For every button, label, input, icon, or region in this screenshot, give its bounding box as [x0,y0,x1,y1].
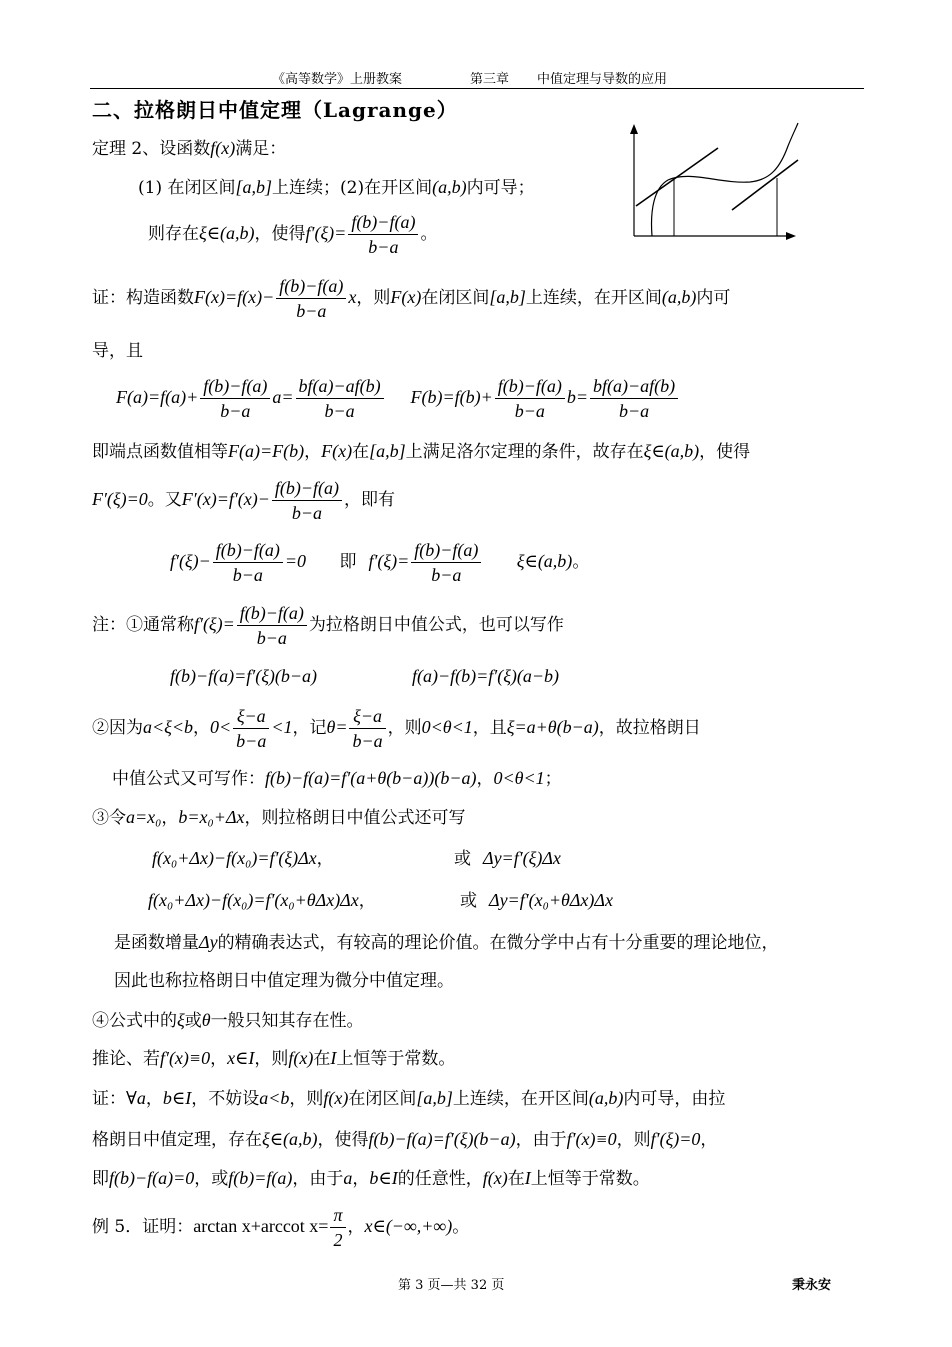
text: ②因为 [92,718,143,738]
text: ，由于 [515,1130,567,1150]
math: f(x₀+Δx)−f(x₀)=f′(x₀+θΔx)Δx [148,890,359,910]
fraction [233,706,269,751]
theorem-intro-prefix: 定理 2、设函数 [92,139,211,159]
math: x∈I [227,1048,255,1068]
fraction-denominator: b−a [296,301,327,321]
footer-page: 第 3 页—共 32 页 [398,1278,505,1293]
math: ξ=a+θ(b−a) [506,717,599,737]
note-1 [92,603,564,648]
fraction-mean-value [276,276,346,321]
fraction [237,603,307,648]
corollary-statement [92,1047,455,1070]
text: 的任意性， [397,1169,483,1189]
fraction-denominator: b−a [220,401,251,421]
text: ③令 [92,808,126,828]
fraction-pi-over-2 [330,1205,345,1250]
math: [a,b] [416,1088,453,1108]
fraction-numerator: f(b)−f(a) [348,212,418,235]
math: ξ∈(a,b) [262,1129,318,1149]
text: ； [544,769,562,789]
text: ，则拉格朗日中值公式还可写 [244,808,466,828]
text: ，使得 [317,1130,369,1150]
fraction-numerator: f(b)−f(a) [411,540,481,563]
math: b= [566,387,589,407]
fraction [272,478,342,523]
proof-line-5 [170,540,589,585]
math: 0<θ<1 [421,717,473,737]
text: 注：①通常称 [92,615,194,635]
theorem-conclusion [148,212,437,257]
fraction-numerator: bf(a)−af(b) [590,376,678,399]
text: ，或 [194,1169,229,1189]
cond-1b: 上连续；(2)在开区间 [272,178,433,198]
math: 0<θ<1 [493,768,545,788]
math: (a,b) [661,287,697,307]
fraction-numerator: ξ−a [349,706,385,729]
math: Δy=f′(ξ)Δx [483,848,561,868]
text: 在 [507,1169,525,1189]
fraction-denominator: b−a [431,565,462,585]
tangent-line-left [636,148,718,206]
note-4 [92,1009,364,1032]
math: F′(x)=f′(x)− [181,489,270,509]
fraction-denominator: b−a [619,401,650,421]
note-3-text-2: 因此也称拉格朗日中值定理为微分中值定理。 [114,971,454,991]
concl-prefix: 则存在 [148,224,199,244]
math: ξ∈(a,b) [516,551,573,571]
footer-author: 秉永安 [792,1278,832,1293]
math: f(b)=f(a) [228,1168,293,1188]
text: ，故拉格朗日 [598,718,701,738]
fraction-numerator: ξ−a [233,706,269,729]
text: 即 [339,552,357,572]
text: 上连续，在开区间 [525,288,662,308]
text: 格朗日中值定理，存在 [92,1130,262,1150]
text: ，则 [387,718,422,738]
math: F(a)=f(a)+ [116,387,199,407]
note-2-cont [112,767,562,790]
text: 或 [184,1011,202,1031]
mean-value-figure [620,118,800,244]
text: ， [210,1049,228,1069]
math: Δy=f′(x₀+θΔx)Δx [489,890,613,910]
text: ，即有 [344,490,396,510]
math: F(b)=f(b)+ [410,387,493,407]
text: ， [352,1169,370,1189]
math: ξ [177,1010,185,1030]
math: b=x₀+Δx [178,807,245,827]
text: ， [145,1089,163,1109]
text: ， [700,1130,718,1150]
text: 在 [313,1049,331,1069]
text: ，记 [292,718,327,738]
math: I [330,1048,337,1068]
theorem-conditions [138,176,535,199]
fraction-numerator: f(b)−f(a) [495,376,565,399]
math: f(x) [288,1048,314,1068]
math-closed-interval: [a,b] [235,177,272,197]
math: F(a)=F(b) [228,441,305,461]
corollary-proof-1 [92,1087,725,1110]
math: ∀a [126,1088,146,1108]
math: [a,b] [489,287,526,307]
text: 。 [572,552,590,572]
text: 即 [92,1169,109,1189]
math: f(b)−f(a)=f′(ξ)(b−a) [368,1129,516,1149]
math: F(x) [390,287,422,307]
math: a<ξ<b [143,717,194,737]
text: 为拉格朗日中值公式，也可以写作 [308,615,564,635]
math: f′(x)≡0 [566,1129,617,1149]
theorem-intro [92,137,286,160]
header-chapter-title: 中值定理与导数的应用 [537,72,668,87]
proof-line-1 [92,276,730,321]
text: ，则 [616,1130,651,1150]
text: 一般只知其存在性。 [210,1011,364,1031]
text: 上连续，在开区间 [452,1089,589,1109]
text: ， [358,891,376,911]
math: f′(x)≡0 [160,1048,211,1068]
math: F(x) [321,441,353,461]
math: (a,b) [588,1088,624,1108]
proof-eq-Fa-Fb [116,376,680,421]
proof-line-3 [92,440,750,463]
text: ④公式中的 [92,1011,177,1031]
text: ，不妨设 [191,1089,260,1109]
fraction-mean-value [348,212,418,257]
header-book: 《高等数学》上册教案 [272,72,403,87]
math: [a,b] [369,441,406,461]
corollary-proof-3 [92,1167,650,1190]
fraction-denominator: b−a [236,731,267,751]
fraction [349,706,385,751]
text: 。 [452,1217,470,1237]
text: ，且 [472,718,507,738]
section-title: 二、拉格朗日中值定理（Lagrange） [92,98,458,122]
math: a<b [259,1088,290,1108]
fraction-numerator: f(b)−f(a) [213,540,283,563]
fraction-numerator: bf(a)−af(b) [296,376,384,399]
header-rule [90,88,864,89]
math: θ= [326,717,348,737]
note-3-or-2 [460,889,613,912]
text: 在 [352,442,370,462]
math: b∈I [369,1168,398,1188]
text: 上恒等于常数。 [530,1169,650,1189]
math: θ [201,1010,211,1030]
fraction-denominator: b−a [232,565,263,585]
cond-1: (1) 在闭区间 [138,178,236,198]
math: =0 [284,551,307,571]
text: ， [316,849,334,869]
fraction [213,540,283,585]
note-3-eq-row-1 [152,847,334,870]
text: 例 5．证明： [92,1217,194,1237]
math: f(x₀+Δx)−f(x₀)=f′(ξ)Δx [152,848,317,868]
proof-line-4 [92,478,395,523]
fraction [296,376,384,421]
fraction-numerator: f(b)−f(a) [272,478,342,501]
note-3-or-1 [454,847,561,870]
y-axis-arrow [630,124,638,134]
concl-end: 。 [420,224,438,244]
text: 的精确表达式，有较高的理论价值。在微分学中占有十分重要的理论地位， [217,933,779,953]
fraction-numerator: f(b)−f(a) [276,276,346,299]
math: arctan x+arccot x= [193,1216,329,1236]
math: ξ∈(a,b) [643,441,700,461]
text: ， [193,718,211,738]
text: 是函数增量 [114,933,199,953]
fraction-numerator: f(b)−f(a) [237,603,307,626]
text: ，则 [356,288,391,308]
corollary-proof-2 [92,1128,717,1151]
math: f(x) [482,1168,508,1188]
text: ，则 [254,1049,289,1069]
text: 上恒等于常数。 [336,1049,456,1069]
math: b∈I [162,1088,192,1108]
header-chapter: 第三章 [470,72,510,87]
math: 0< [210,717,232,737]
note-1-eq2: f(a)−f(b)=f′(ξ)(a−b) [412,666,560,686]
math: f′(ξ)= [194,614,235,634]
fraction-denominator: 2 [333,1230,343,1250]
concl-mid: ，使得 [254,224,306,244]
theorem-intro-suffix: 满足： [235,139,287,159]
math-fprime-xi: f′(ξ)= [305,223,347,243]
fraction [590,376,678,421]
text: 或 [454,849,471,869]
text: 证：构造函数 [92,288,194,308]
fraction-denominator: b−a [514,401,545,421]
proof-line-2: 导，且 [92,341,143,361]
note-3 [92,806,466,829]
text: 内可 [696,288,731,308]
text: 上满足洛尔定理的条件，故存在 [405,442,644,462]
x-axis-arrow [786,232,796,240]
text: ，则 [289,1089,324,1109]
cond-2b: 内可导； [466,178,535,198]
note-3-eq-row-2 [148,889,376,912]
math: f(b)−f(a)=f′(a+θ(b−a))(b−a) [265,768,477,788]
fraction [411,540,481,585]
fraction-denominator: b−a [291,503,323,523]
text: 在闭区间 [421,288,490,308]
math-fx: f(x) [210,138,236,158]
text: ，由于 [292,1169,344,1189]
fraction-numerator: π [330,1205,345,1228]
math: F(x)=f(x)− [194,287,275,307]
fraction-numerator: f(b)−f(a) [200,376,270,399]
math-open-interval: (a,b) [432,177,467,197]
text: 或 [460,891,477,911]
text: 中值公式又可写作： [112,769,265,789]
math: f′(ξ)− [170,551,211,571]
tangent-line-right [732,160,798,210]
math: a=x₀ [126,807,162,827]
math: f(x) [323,1088,349,1108]
example-5 [92,1205,469,1250]
note-2 [92,706,701,751]
fraction [495,376,565,421]
text: 推论、若 [92,1049,160,1069]
text: 即端点函数值相等 [92,442,228,462]
text: ， [347,1217,365,1237]
note-1-eq1: f(b)−f(a)=f′(ξ)(b−a) [170,666,318,686]
math: a= [272,387,294,407]
math-xi-in: ξ∈(a,b) [199,223,255,243]
fraction-denominator: b−a [368,237,399,257]
fraction [200,376,270,421]
text: ， [161,808,179,828]
math: f′(ξ)=0 [650,1129,701,1149]
fraction-denominator: b−a [324,401,355,421]
text: 证： [92,1089,126,1109]
math: F′(ξ)=0 [92,489,148,509]
math: f′(ξ)= [368,551,410,571]
note-3-text-1 [114,931,779,954]
math: I [524,1168,531,1188]
text: 内可导，由拉 [623,1089,726,1109]
fraction-denominator: b−a [352,731,383,751]
text: 。又 [147,490,182,510]
math: <1 [271,717,293,737]
math: x [348,287,357,307]
fraction-denominator: b−a [256,628,287,648]
math: f(b)−f(a)=0 [109,1168,195,1188]
text: ， [304,442,322,462]
math: a [343,1168,353,1188]
text: ，使得 [699,442,751,462]
text: 在闭区间 [348,1089,417,1109]
math: x∈(−∞,+∞) [364,1216,453,1236]
math: Δy [199,932,218,952]
text: ， [476,769,494,789]
